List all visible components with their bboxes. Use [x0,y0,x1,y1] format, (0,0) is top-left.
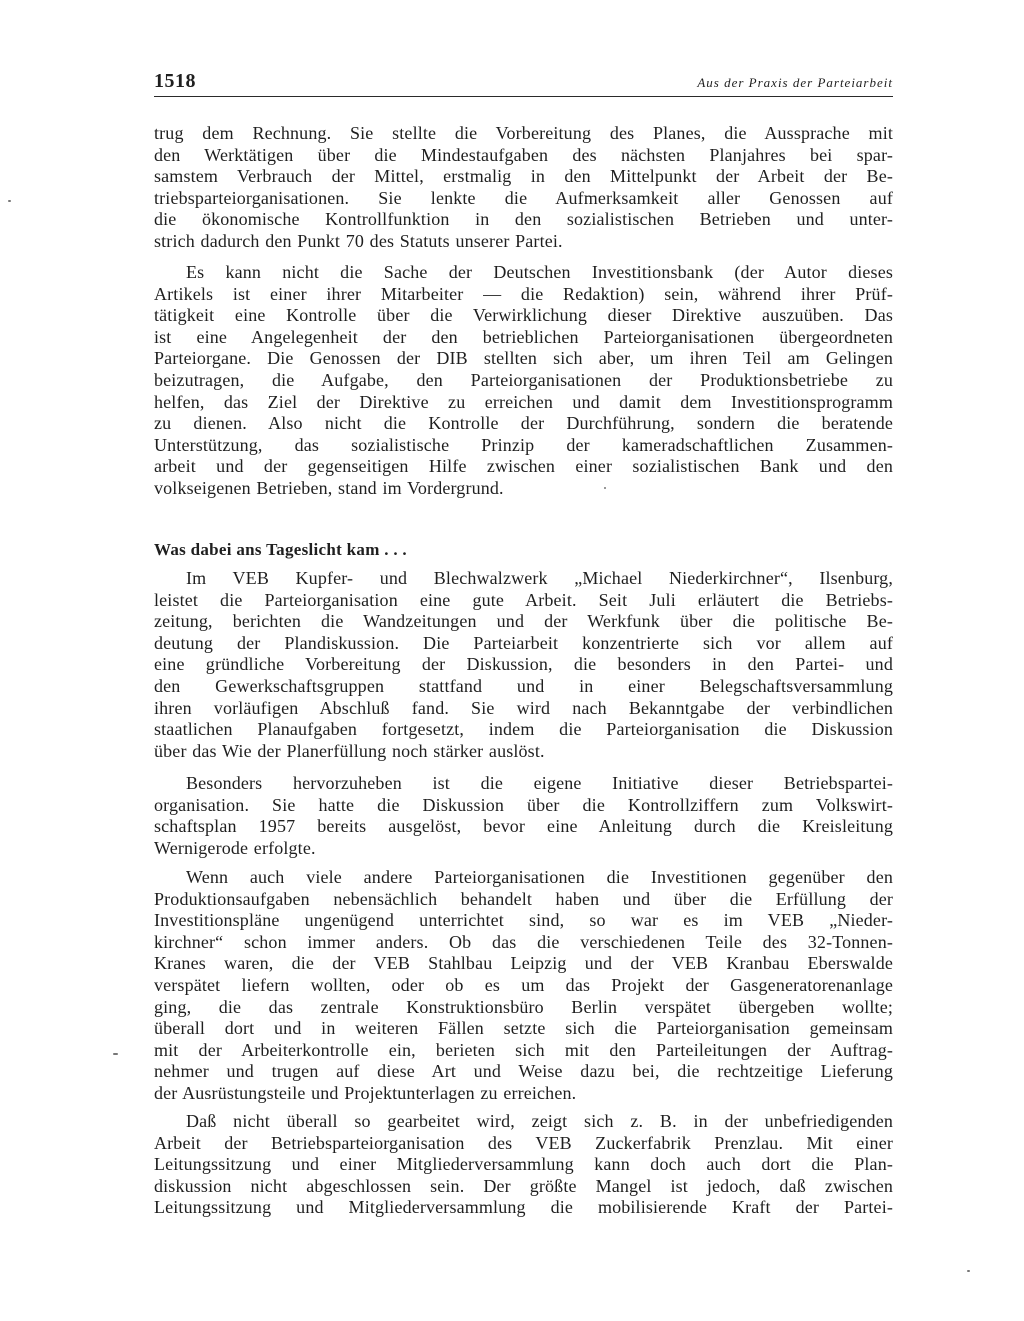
text-line: leistet die Parteiorganisation eine gute Arbeit. Seit Juli erläutert die Betriebs- [154,589,893,610]
text-line: zu dienen. Also nicht die Kontrolle der Durchführung, sondern die beratende [154,413,893,434]
text-line: der Ausrüstungsteile und Projektunterlagen zu erreichen. [154,1082,577,1103]
text-line: beizutragen, die Aufgabe, den Parteiorganisationen der Produktionsbetriebe zu [154,369,893,390]
text-line: überall dort und in weiteren Fällen setzte sich die Parteiorganisation gemeinsam [154,1018,893,1039]
text-line: Besonders hervorzuheben ist die eigene Initiative dieser Betriebspartei- [186,773,893,793]
text-line: ist eine Angelegenheit der den betrieblichen Parteiorganisationen übergeordneten [154,326,893,347]
text-line: Wenn auch viele andere Parteiorganisationen die Investitionen gegenüber den [186,867,893,887]
paragraph-text [154,123,893,253]
text-line: Es kann nicht die Sache der Deutschen Investitionsbank (der Autor dieses [186,262,893,282]
text-line: deutung der Plandiskussion. Die Parteiarbeit konzentrierte sich vor allem auf [154,632,893,653]
text-line: eine gründliche Vorbereitung der Diskussion, die besonders in den Partei- und [154,654,893,675]
text-line: ging, die das zentrale Konstruktionsbüro Berlin verspätet übergeben wollte; [154,996,893,1017]
text-line: Parteiorgane. Die Genossen der DIB stellten sich aber, um ihren Teil am Gelingen [154,348,893,369]
paragraph-text [154,568,893,762]
scan-speck [113,1053,118,1055]
paragraph-text [154,867,893,1105]
text-line: über das Wie der Planerfüllung noch stärker auslöst. [154,740,545,761]
text-line: mit der Arbeiterkontrolle ein, berieten sich mit den Parteileitungen der Auftrag- [154,1039,893,1060]
text-line: Arbeit der Betriebsparteiorganisation des VEB Zuckerfabrik Prenzlau. Mit einer [154,1132,893,1153]
paragraph-6 [154,1111,893,1219]
paragraph-text [154,773,893,859]
paragraph-2 [154,262,893,500]
text-line: den Gewerkschaftsgruppen stattfand und in einer Belegschaftsversammlung [154,675,893,696]
scan-speck [8,200,11,202]
text-line: trug dem Rechnung. Sie stellte die Vorbereitung des Planes, die Aussprache mit [154,123,893,143]
text-line: volkseigenen Betrieben, stand im Vordergrund. [154,477,504,498]
text-line: kirchner“ schon immer anders. Ob das die verschiedenen Teile des 32-Tonnen- [154,931,893,952]
paragraph-text [154,262,893,500]
running-header [154,66,893,97]
text-line: Produktionsaufgaben nebensächlich behandelt haben und über die Erfüllung der [154,888,893,909]
text-line: tätigkeit eine Kontrolle über die Verwirklichung dieser Direktive auszuüben. Das [154,305,893,326]
section-heading: Was dabei ans Tageslicht kam . . . [154,540,407,559]
running-title: Aus der Praxis der Parteiarbeit [697,75,893,90]
text-line: arbeit und der gegenseitigen Hilfe zwischen einer sozialistischen Bank und den [154,456,893,477]
text-line: samstem Verbrauch der Mittel, erstmalig in den Mittelpunkt der Arbeit der Be- [154,166,893,187]
text-line: triebsparteiorganisationen. Sie lenkte die Aufmerksamkeit aller Genossen auf [154,187,893,208]
text-line: strich dadurch den Punkt 70 des Statuts unserer Partei. [154,230,563,251]
text-line: Kranes waren, die der VEB Stahlbau Leipzig und der VEB Kranbau Eberswalde [154,953,893,974]
text-line: Artikels ist einer ihrer Mitarbeiter — die Redaktion) sein, während ihrer Prüf- [154,283,893,304]
text-line: diskussion nicht abgeschlossen sein. Der größte Mangel ist jedoch, daß zwischen [154,1175,893,1196]
scan-speck [967,1270,970,1272]
text-line: schaftsplan 1957 bereits ausgelöst, bevor eine Anleitung durch die Kreisleitung [154,816,893,837]
text-line: helfen, das Ziel der Direktive zu erreichen und damit dem Investitionsprogramm [154,391,893,412]
text-line: zeitung, berichten die Wandzeitungen und der Werkfunk über die politische Be- [154,611,893,632]
text-line: Unterstützung, das sozialistische Prinzip der kameradschaftlichen Zusammen- [154,434,893,455]
text-line: ihren vorläufigen Abschluß fand. Sie wird nach Bekanntgabe der verbindlichen [154,697,893,718]
text-line: Investitionspläne ungenügend unterrichtet sind, so war es im VEB „Nieder- [154,910,893,931]
text-line: den Werktätigen über die Mindestaufgaben des nächsten Planjahres bei spar- [154,144,893,165]
text-line: Im VEB Kupfer- und Blechwalzwerk „Michael Niederkirchner“, Ilsenburg, [186,568,893,588]
paragraph-text [154,1111,893,1219]
text-line: staatlichen Planaufgaben fortgesetzt, indem die Parteiorganisation die Diskussion [154,719,893,740]
text-line: die ökonomische Kontrollfunktion in den sozialistischen Betrieben und unter- [154,209,893,230]
paragraph-5 [154,867,893,1105]
scan-speck [604,487,606,489]
page-number: 1518 [154,70,196,92]
text-line: Wernigerode erfolgte. [154,837,316,858]
paragraph-3 [154,568,893,762]
text-line: organisation. Sie hatte die Diskussion über die Kontrollziffern zum Volkswirt- [154,794,893,815]
text-line: Leitungssitzung und Mitgliederversammlung die mobilisierende Kraft der Partei- [154,1197,893,1218]
text-line: Daß nicht überall so gearbeitet wird, zeigt sich z. B. in der unbefriedigenden [186,1111,893,1131]
paragraph-1 [154,123,893,253]
text-line: nehmer und trugen auf diese Art und Weise dazu bei, die rechtzeitige Lieferung [154,1061,893,1082]
text-line: verspätet liefern wollten, oder ob es um das Projekt der Gasgeneratorenanlage [154,974,893,995]
text-line: Leitungssitzung und einer Mitgliederversammlung kann doch auch dort die Plan- [154,1154,893,1175]
paragraph-4 [154,773,893,859]
